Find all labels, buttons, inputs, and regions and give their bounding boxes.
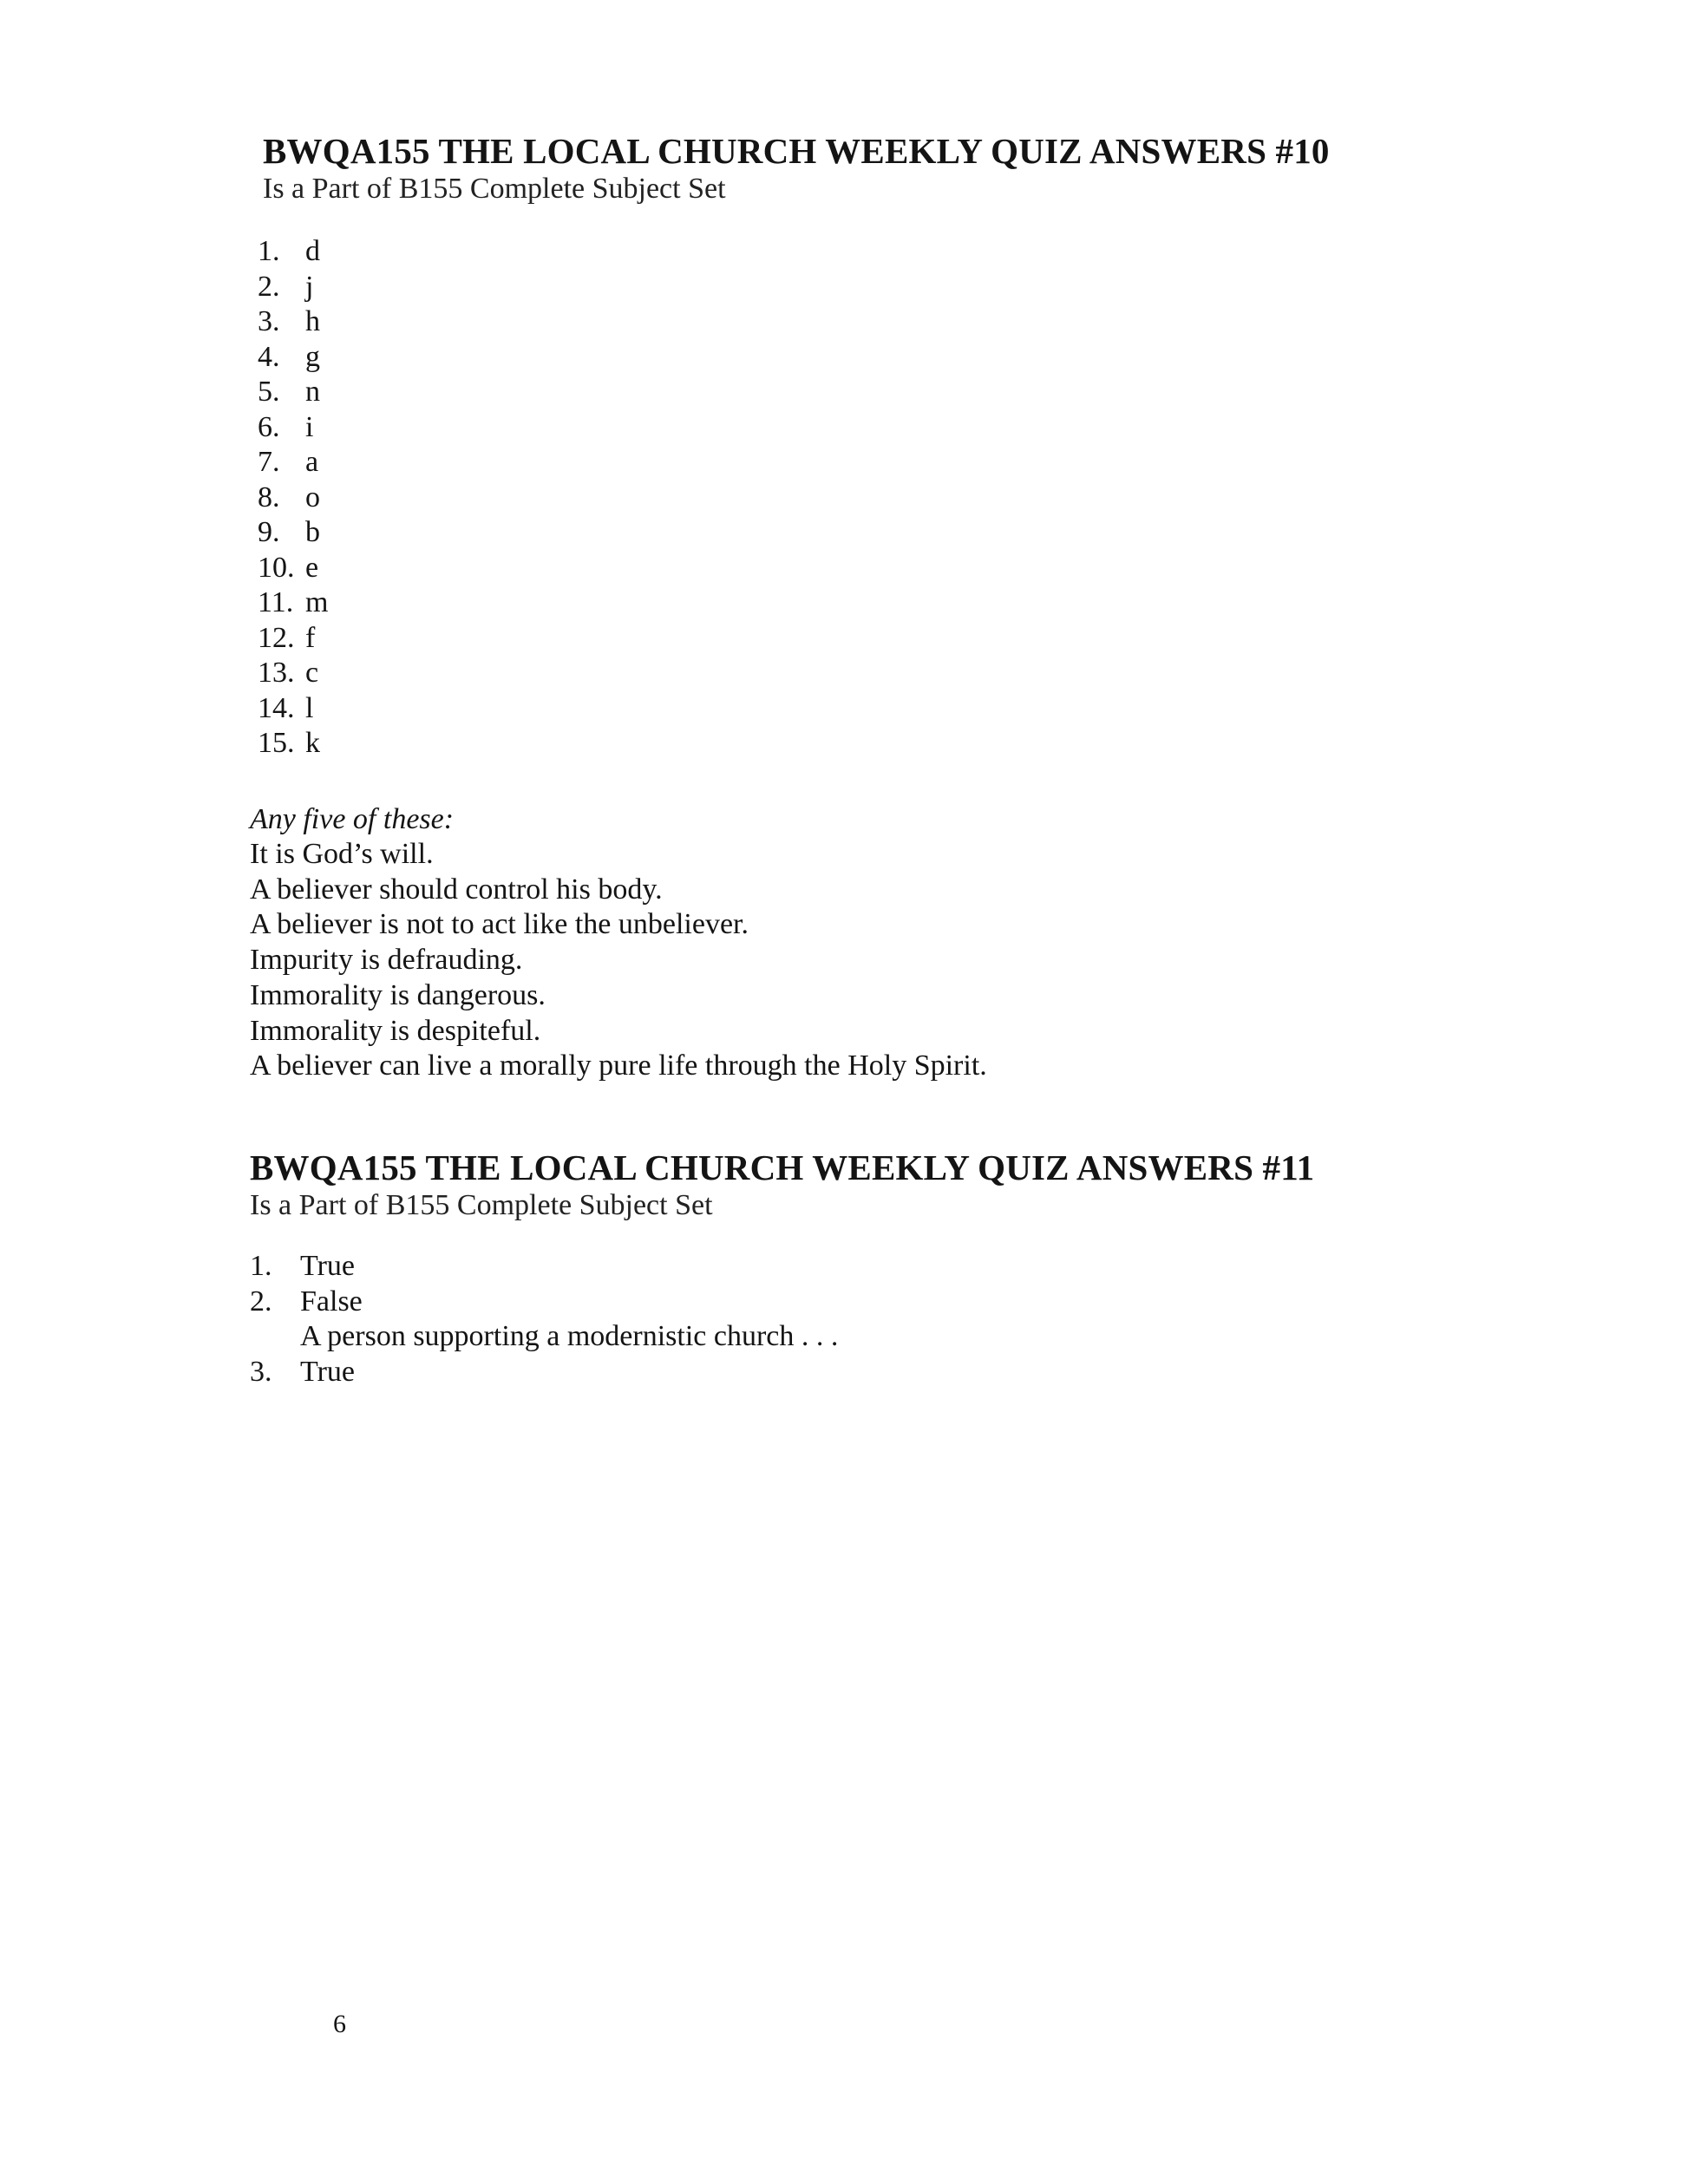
quiz-11-heading: BWQA155 THE LOCAL CHURCH WEEKLY QUIZ ANSWERS #11 [250, 1148, 1315, 1187]
answer-number: 3. [250, 1355, 272, 1388]
answer-number: 12. [258, 621, 295, 654]
answer-number: 1. [250, 1250, 272, 1282]
answer-note: A person supporting a modernistic church . . . [300, 1320, 839, 1352]
reason-line: Immorality is dangerous. [250, 978, 546, 1011]
answer-value: d [305, 235, 320, 267]
quiz-answers-10-section [258, 130, 1330, 762]
answer-value: n [305, 376, 320, 408]
quiz-10-heading: BWQA155 THE LOCAL CHURCH WEEKLY QUIZ ANSWERS #10 [263, 131, 1330, 171]
answer-number: 2. [250, 1285, 272, 1318]
answer-item [258, 621, 1330, 657]
reason-line: It is God’s will. [250, 838, 434, 870]
answer-item [258, 656, 1330, 691]
answer-item [258, 375, 1330, 410]
answer-value: False [300, 1285, 363, 1318]
page-number: 6 [333, 2010, 346, 2038]
answer-number: 8. [258, 481, 280, 513]
answer-item [258, 270, 1330, 305]
quiz-11-answer-list [250, 1249, 1314, 1390]
answer-item [258, 304, 1330, 340]
answer-number: 13. [258, 657, 295, 689]
answer-value: l [305, 691, 314, 724]
reason-line: Immorality is despiteful. [250, 1014, 541, 1047]
answer-number: 10. [258, 551, 295, 584]
reasons-intro: Any five of these: [250, 803, 455, 835]
answer-value: b [305, 516, 320, 548]
answer-number: 11. [258, 586, 294, 618]
answer-number: 14. [258, 691, 295, 724]
answer-value: o [305, 481, 320, 513]
answer-value: e [305, 551, 319, 584]
answer-number: 1. [258, 235, 280, 267]
answer-item [258, 726, 1330, 762]
answer-item [250, 1355, 1314, 1390]
answer-number: 9. [258, 516, 280, 548]
answer-value: a [305, 446, 319, 478]
answer-value: k [305, 727, 320, 759]
quiz-10-subtitle: Is a Part of B155 Complete Subject Set [263, 173, 726, 205]
answer-value: h [305, 305, 320, 337]
quiz-10-answer-list [258, 234, 1330, 762]
answer-item [258, 410, 1330, 446]
answer-number: 7. [258, 446, 280, 478]
answer-value: c [305, 657, 319, 689]
answer-value: True [300, 1250, 355, 1282]
reason-line: Impurity is defrauding. [250, 944, 523, 977]
answer-item [258, 481, 1330, 516]
answer-value: i [305, 410, 314, 443]
answer-value: True [300, 1355, 355, 1388]
answer-number: 6. [258, 410, 280, 443]
answer-item [258, 445, 1330, 481]
answer-value: m [305, 586, 329, 618]
answer-number: 5. [258, 376, 280, 408]
answer-item [258, 551, 1330, 586]
quiz-11-subtitle: Is a Part of B155 Complete Subject Set [250, 1189, 713, 1221]
answer-item [250, 1285, 1314, 1320]
answer-value: f [305, 621, 316, 654]
answer-number: 4. [258, 340, 280, 373]
reason-line: A believer can live a morally pure life through the Holy Spirit. [250, 1049, 987, 1082]
answer-value: j [305, 270, 314, 303]
answer-item [250, 1249, 1314, 1285]
reason-line: A believer is not to act like the unbeliever. [250, 908, 749, 941]
answer-value: g [305, 340, 320, 373]
answer-item [258, 340, 1330, 376]
quiz-answers-11-section [250, 1147, 1314, 1390]
answer-number: 15. [258, 727, 295, 759]
reason-line: A believer should control his body. [250, 873, 663, 906]
quiz-10-reasons-block [250, 801, 987, 1084]
answer-number: 2. [258, 270, 280, 303]
answer-item [258, 234, 1330, 270]
answer-number: 3. [258, 305, 280, 337]
answer-item [258, 585, 1330, 621]
answer-item [258, 515, 1330, 551]
answer-item [258, 691, 1330, 727]
